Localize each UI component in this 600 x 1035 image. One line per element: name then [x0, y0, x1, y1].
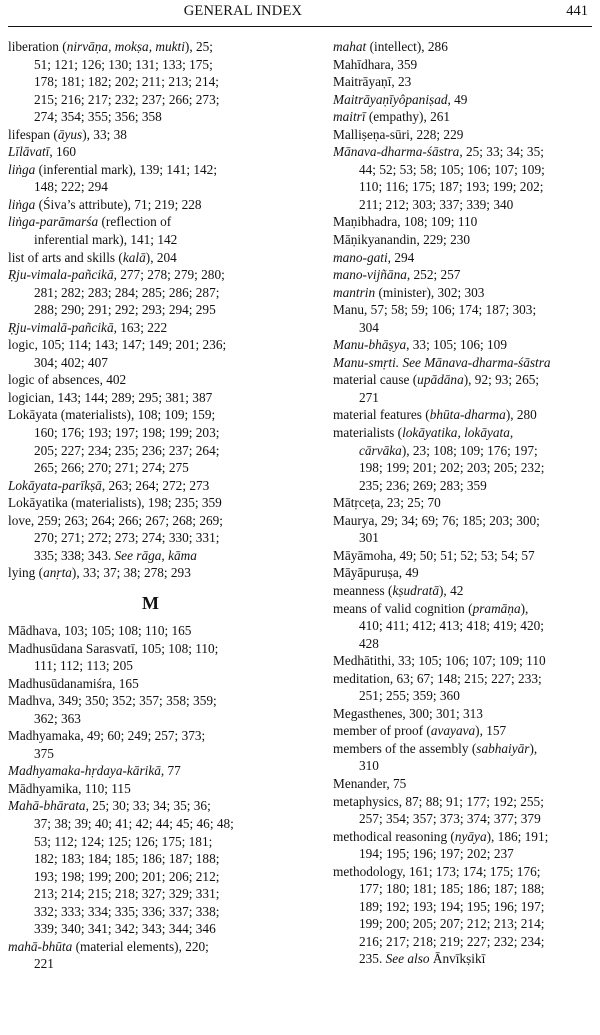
index-entry-continuation: 310	[359, 758, 379, 774]
index-entry-continuation: inferential mark), 141; 142	[34, 232, 178, 248]
index-entry	[333, 266, 595, 284]
index-entry-heading: lying (anṛta), 33; 37; 38; 278; 293	[8, 565, 191, 581]
italic-term: mantrin	[333, 284, 376, 300]
index-entry	[333, 213, 595, 231]
index-entry	[8, 797, 293, 937]
index-entry-continuation: 251; 255; 359; 360	[359, 688, 460, 704]
index-entry	[333, 231, 595, 249]
index-entry-heading: Maṇibhadra, 108; 109; 110	[333, 214, 478, 230]
index-entry-heading: Ṛju-vimala-pañcikā, 277; 278; 279; 280;	[8, 267, 225, 283]
index-entry	[8, 692, 293, 727]
index-entry-continuation: 189; 192; 193; 194; 195; 196; 197;	[359, 898, 545, 914]
italic-term: Manu-bhāṣya	[333, 337, 407, 353]
index-entry-heading: Mādhava, 103; 105; 108; 110; 165	[8, 622, 192, 638]
italic-term: nirvāṇa, mokṣa, mukti	[66, 39, 185, 54]
index-entry-heading: meditation, 63; 67; 148; 215; 227; 233;	[333, 670, 542, 686]
index-entry	[333, 740, 595, 775]
index-entry-heading: materialists (lokāyatika, lokāyata,	[333, 425, 514, 441]
index-entry-heading: Lokāyatika (materialists), 198; 235; 359	[8, 495, 222, 511]
index-entry	[8, 512, 293, 565]
index-entry-heading: Menander, 75	[333, 775, 407, 791]
index-entry-continuation: 182; 183; 184; 185; 186; 187; 188;	[34, 851, 220, 867]
italic-term: sabhaiyār	[476, 740, 530, 756]
index-entry	[333, 424, 595, 494]
index-entry	[8, 938, 293, 973]
index-entry	[333, 512, 595, 547]
index-entry-heading: liṅga (inferential mark), 139; 141; 142;	[8, 161, 218, 177]
italic-term: Maitrāyaṇīyôpaniṣad	[333, 91, 448, 107]
index-entry-continuation: 110; 116; 175; 187; 193; 199; 202;	[359, 179, 544, 195]
index-entry-heading: Manu-bhāṣya, 33; 105; 106; 109	[333, 337, 507, 353]
index-entry-heading: methodical reasoning (nyāya), 186; 191;	[333, 828, 549, 844]
index-entry-heading: Lokāyata-parīkṣā, 263; 264; 272; 273	[8, 477, 210, 493]
index-entry-continuation: 216; 217; 218; 219; 227; 232; 234;	[359, 933, 545, 949]
index-entry-heading	[333, 354, 595, 372]
index-entry-continuation: 211; 212; 303; 337; 339; 340	[359, 196, 514, 212]
index-entry	[333, 564, 595, 582]
index-entry-heading: logician, 143; 144; 289; 295; 381; 387	[8, 389, 213, 405]
index-entry-continuation: 148; 222; 294	[34, 179, 108, 195]
index-entry	[8, 622, 293, 640]
index-entry-continuation: 235; 236; 269; 283; 359	[359, 477, 487, 493]
index-entry-heading: member of proof (avayava), 157	[333, 723, 507, 739]
index-entry-continuation: 194; 195; 196; 197; 202; 237	[359, 846, 514, 862]
italic-term: nyāya	[454, 828, 487, 844]
index-entry-continuation: 288; 290; 291; 292; 293; 294; 295	[34, 302, 216, 318]
index-entry-heading: Māyāmoha, 49; 50; 51; 52; 53; 54; 57	[333, 547, 535, 563]
index-entry	[333, 126, 595, 144]
index-entry	[333, 775, 595, 793]
italic-term: kṣudratā	[392, 582, 439, 598]
index-entry-continuation: 375	[34, 745, 54, 761]
index-entry-continuation: 410; 411; 412; 413; 418; 419; 420;	[359, 618, 544, 634]
index-entry-heading: liṅga-parāmarśa (reflection of	[8, 214, 172, 230]
index-entry-heading: mano-vijñāna, 252; 257	[333, 267, 461, 283]
index-entry-heading: methodology, 161; 173; 174; 175; 176;	[333, 863, 541, 879]
index-entry-continuation: 362; 363	[34, 710, 81, 726]
italic-term: liṅga-parāmarśa	[8, 214, 99, 230]
index-entry	[333, 652, 595, 670]
index-entry-continuation: 304	[359, 319, 379, 335]
index-entry-heading: Manu, 57; 58; 59; 106; 174; 187; 303;	[333, 302, 537, 318]
index-entry-heading: list of arts and skills (kalā), 204	[8, 249, 177, 265]
page-number: 441	[566, 3, 588, 19]
index-entry	[8, 266, 293, 319]
index-entry-heading: metaphysics, 87; 88; 91; 177; 192; 255;	[333, 793, 544, 809]
index-entry-continuation: 301	[359, 530, 379, 546]
index-entry	[333, 249, 595, 267]
italic-term: liṅga	[8, 196, 36, 212]
index-entry-continuation: 257; 354; 357; 373; 374; 377; 379	[359, 811, 541, 827]
index-entry	[333, 547, 595, 565]
index-entry-continuation: 44; 52; 53; 58; 105; 106; 107; 109;	[359, 161, 545, 177]
index-entry-continuation: 198; 199; 201; 202; 203; 205; 232;	[359, 460, 545, 476]
index-entry	[8, 477, 293, 495]
index-entry	[333, 828, 595, 863]
index-entry-continuation: 281; 282; 283; 284; 285; 286; 287;	[34, 284, 220, 300]
index-entry-continuation: 271	[359, 389, 379, 405]
index-column-left	[8, 38, 293, 973]
italic-term: bhūta-dharma	[429, 407, 506, 423]
index-entry-continuation: 205; 227; 234; 235; 236; 237; 264;	[34, 442, 220, 458]
index-entry-heading: lifespan (āyus), 33; 38	[8, 126, 127, 142]
index-entry	[8, 249, 293, 267]
index-entry-continuation: 221	[34, 956, 54, 972]
index-entry-continuation: 339; 340; 341; 342; 343; 344; 346	[34, 921, 216, 937]
index-entry	[8, 494, 293, 512]
italic-term: mano-vijñāna	[333, 267, 407, 283]
italic-term: cārvāka	[359, 442, 402, 458]
index-entry-heading: Mātṛceṭa, 23; 25; 70	[333, 495, 441, 511]
index-entry-heading: love, 259; 263; 264; 266; 267; 268; 269;	[8, 512, 223, 528]
index-entry	[8, 675, 293, 693]
index-entry	[8, 196, 293, 214]
index-entry-heading: Madhusūdana Sarasvatī, 105; 108; 110;	[8, 640, 219, 656]
index-entry	[333, 354, 595, 372]
index-entry	[333, 56, 595, 74]
index-entry-continuation: 37; 38; 39; 40; 41; 42; 44; 45; 46; 48;	[34, 815, 234, 831]
index-entry-continuation: 177; 180; 181; 185; 186; 187; 188;	[359, 881, 545, 897]
index-entry	[8, 727, 293, 762]
index-entry	[333, 793, 595, 828]
index-entry-heading: mantrin (minister), 302; 303	[333, 284, 485, 300]
index-entry-heading: material cause (upādāna), 92; 93; 265;	[333, 372, 540, 388]
index-entry-continuation: 270; 271; 272; 273; 274; 330; 331;	[34, 530, 220, 546]
index-entry	[333, 705, 595, 723]
italic-term: See rāga, kāma	[114, 547, 197, 563]
index-entry-heading: logic, 105; 114; 143; 147; 149; 201; 236;	[8, 337, 227, 353]
index-entry-heading: Mahā-bhārata, 25; 30; 33; 34; 35; 36;	[8, 798, 211, 814]
index-entry	[333, 494, 595, 512]
index-entry-heading: mano-gati, 294	[333, 249, 415, 265]
index-entry-heading: logic of absences, 402	[8, 372, 127, 388]
index-entry	[8, 336, 293, 371]
italic-term: Ṛju-vimala-pañcikā	[8, 267, 114, 283]
index-entry-heading: Līlāvatī, 160	[8, 144, 76, 160]
index-entry	[333, 143, 595, 213]
index-entry-heading: Madhyamaka, 49; 60; 249; 257; 373;	[8, 728, 206, 744]
italic-term: Madhyamaka-hṛdaya-kārikā	[8, 763, 161, 779]
index-entry	[8, 213, 293, 248]
index-entry-continuation: 235. See also Ānvīkṣikī	[359, 951, 486, 967]
index-entry-continuation: 213; 214; 215; 218; 327; 329; 331;	[34, 886, 220, 902]
index-entry	[333, 91, 595, 109]
index-entry-continuation: 332; 333; 334; 335; 336; 337; 338;	[34, 903, 220, 919]
italic-term: upādāna	[417, 372, 464, 388]
index-entry-continuation: 193; 198; 199; 200; 201; 206; 212;	[34, 868, 220, 884]
index-entry-heading: Māyāpuruṣa, 49	[333, 565, 419, 581]
index-entry-continuation: 215; 216; 217; 232; 237; 266; 273;	[34, 91, 220, 107]
index-entry-heading: Māṇikyanandin, 229; 230	[333, 232, 471, 248]
index-entry-heading: Mahīdhara, 359	[333, 56, 418, 72]
index-entry-heading: liberation (nirvāṇa, mokṣa, mukti), 25;	[8, 39, 213, 54]
italic-term: lokāyatika, lokāyata,	[402, 425, 514, 441]
index-entry-heading: material features (bhūta-dharma), 280	[333, 407, 537, 423]
index-entry-heading: Maurya, 29; 34; 69; 76; 185; 203; 300;	[333, 512, 540, 528]
index-entry-continuation: cārvāka), 23; 108; 109; 176; 197;	[359, 442, 538, 458]
index-entry	[333, 406, 595, 424]
italic-term: avayava	[430, 723, 476, 739]
index-entry	[333, 301, 595, 336]
index-entry	[333, 722, 595, 740]
section-letter: M	[142, 592, 159, 613]
running-header	[8, 0, 592, 27]
italic-term: Manu-smṛti. See Mānava-dharma-śāstra	[333, 354, 551, 370]
index-entry-continuation: 53; 112; 124; 125; 126; 175; 181;	[34, 833, 213, 849]
index-entry-continuation: 51; 121; 126; 130; 131; 133; 175;	[34, 56, 213, 72]
index-entry	[8, 389, 293, 407]
italic-term: Ṛju-vimalā-pañcikā	[8, 319, 114, 335]
index-entry	[333, 336, 595, 354]
index-entry-heading: Megasthenes, 300; 301; 313	[333, 705, 483, 721]
italic-term: liṅga	[8, 161, 36, 177]
index-entry-heading: meanness (kṣudratā), 42	[333, 582, 464, 598]
index-entry-heading: Madhva, 349; 350; 352; 357; 358; 359;	[8, 693, 217, 709]
italic-term: Līlāvatī	[8, 144, 50, 160]
index-entry-heading: mahā-bhūta (material elements), 220;	[8, 938, 209, 954]
index-entry	[8, 38, 293, 126]
index-entry	[8, 762, 293, 780]
index-entry-heading: Maitrāyaṇīyôpaniṣad, 49	[333, 91, 468, 107]
italic-term: anṛta	[43, 565, 72, 581]
index-entry	[8, 143, 293, 161]
index-entry-heading: members of the assembly (sabhaiyār),	[333, 740, 538, 756]
index-entry	[333, 582, 595, 600]
index-entry	[8, 126, 293, 144]
index-entry-heading: liṅga (Śiva’s attribute), 71; 219; 228	[8, 196, 202, 212]
index-entry-continuation: 111; 112; 113; 205	[34, 658, 133, 674]
index-entry-continuation: 428	[359, 635, 379, 651]
index-entry-heading: Madhusūdanamiśra, 165	[8, 675, 139, 691]
index-entry-heading: means of valid cognition (pramāṇa),	[333, 600, 529, 616]
index-entry	[333, 600, 595, 653]
index-entry-heading: Ṛju-vimalā-pañcikā, 163; 222	[8, 319, 168, 335]
index-entry-heading: Lokāyata (materialists), 108; 109; 159;	[8, 407, 216, 423]
italic-term: mano-gati	[333, 249, 388, 265]
index-entry-continuation: 274; 354; 355; 356; 358	[34, 109, 162, 125]
index-entry-heading: Medhātithi, 33; 105; 106; 107; 109; 110	[333, 653, 546, 669]
index-entry	[333, 863, 595, 968]
index-entry	[8, 319, 293, 337]
index-entry-continuation: 160; 176; 193; 197; 198; 199; 203;	[34, 425, 220, 441]
index-entry	[8, 161, 293, 196]
index-entry	[8, 406, 293, 476]
italic-term: kalā	[122, 249, 146, 265]
index-entry	[333, 371, 595, 406]
index-entry	[333, 108, 595, 126]
index-column-right	[333, 38, 595, 968]
italic-term: Mahā-bhārata	[8, 798, 86, 814]
italic-term: pramāṇa	[472, 600, 521, 616]
index-entry-heading: Maitrāyaṇī, 23	[333, 74, 412, 90]
index-entry-continuation: 199; 200; 205; 207; 212; 213; 214;	[359, 916, 545, 932]
italic-term: Mānava-dharma-śāstra	[333, 144, 460, 160]
index-entry-heading: Mānava-dharma-śāstra, 25; 33; 34; 35;	[333, 144, 544, 160]
index-entry-continuation: 304; 402; 407	[34, 354, 108, 370]
index-entry-continuation: 335; 338; 343. See rāga, kāma	[34, 547, 197, 563]
index-entry-heading: mahat (intellect), 286	[333, 39, 448, 54]
index-entry	[333, 73, 595, 91]
index-entry	[333, 670, 595, 705]
italic-term: See also	[385, 951, 430, 967]
italic-term: Lokāyata-parīkṣā	[8, 477, 102, 493]
index-entry-heading: Malliṣeṇa-sūri, 228; 229	[333, 126, 464, 142]
index-entry	[333, 38, 595, 56]
page-title: GENERAL INDEX	[183, 3, 303, 19]
index-entry-heading: Madhyamaka-hṛdaya-kārikā, 77	[8, 763, 181, 779]
index-entry-heading: Mādhyamika, 110; 115	[8, 780, 131, 796]
index-entry-heading: maitrī (empathy), 261	[333, 109, 451, 125]
index-entry	[333, 284, 595, 302]
italic-term: āyus	[57, 126, 83, 142]
index-entry	[8, 371, 293, 389]
index-entry	[8, 564, 293, 582]
index-entry	[8, 640, 293, 675]
italic-term: mahat	[333, 39, 367, 54]
index-entry	[8, 780, 293, 798]
italic-term: maitrī	[333, 109, 366, 125]
index-entry-continuation: 265; 266; 270; 271; 274; 275	[34, 460, 189, 476]
index-entry-continuation: 178; 181; 182; 202; 211; 213; 214;	[34, 74, 219, 90]
italic-term: mahā-bhūta	[8, 938, 73, 954]
